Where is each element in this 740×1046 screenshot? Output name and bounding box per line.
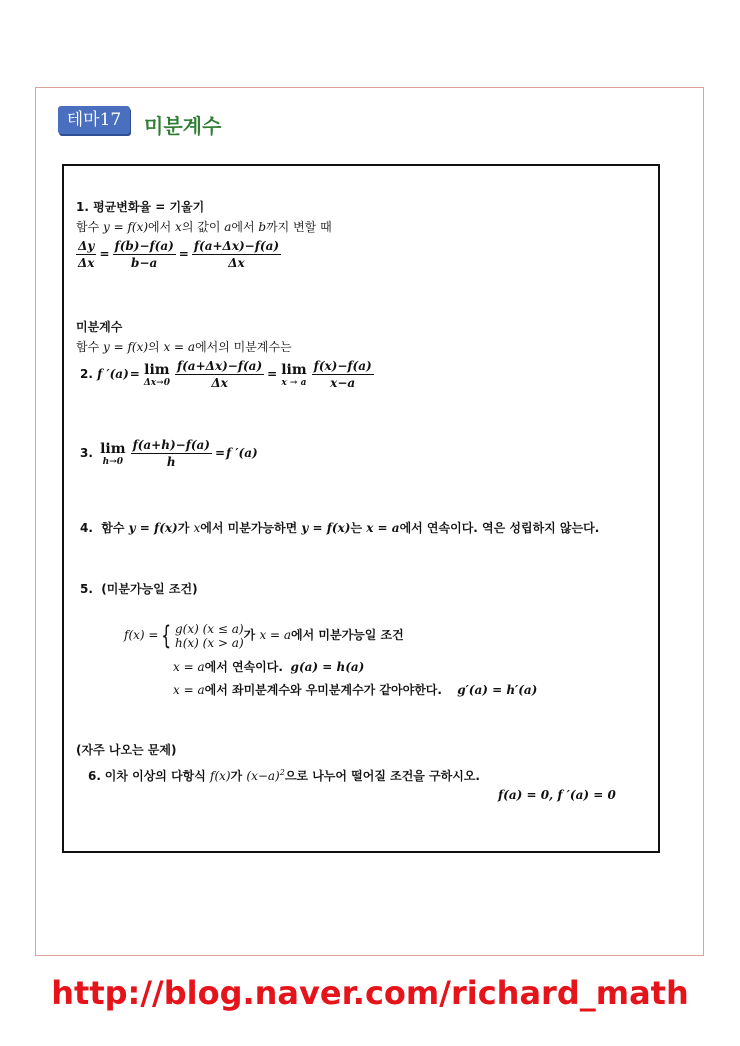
h-limit-formula: 3. lim h→0 $\frac{f(a+h)-f(a)}{h}$ =f ′(a) bbox=[80, 438, 258, 469]
continuity-condition: x = a에서 연속이다. g(a) = h(a) bbox=[173, 660, 365, 674]
sec6-question: 6. 이차 이상의 다항식 f(x)가 $(x-a)^2$으로 나누어 떨어질 조건을 구하시오. bbox=[88, 768, 480, 783]
derivative-match-condition: x = a에서 좌미분계수와 우미분계수가 같아야한다. g′(a) = h′(a) bbox=[173, 683, 538, 697]
derivative-definition-formula: 2. f ′(a)= lim Δx→0 $\frac{f(a+\Delta x)-f(a)}{\Delta x}$ = lim x → a $\frac{f(x)-f(a)}{x-a}$ bbox=[80, 359, 372, 390]
piecewise-condition: f(x) = { g(x) (x ≤ a) h(x) (x > a) 가 x = a에서 미분가능일 조건 bbox=[124, 620, 404, 651]
sec2-sentence: 함수 y = f(x)의 x = a에서의 미분계수는 bbox=[76, 340, 292, 354]
sec2-heading: 미분계수 bbox=[76, 320, 123, 334]
avg-rate-formula: $\frac{\Delta y}{\Delta x}$ = $\frac{f(b)-f(a)}{b-a}$ = $\frac{f(a+\Delta x)-f(a)}{\Delta x}$ bbox=[78, 239, 280, 270]
theme-title: 미분계수 bbox=[144, 114, 222, 138]
blog-url: http://blog.naver.com/richard_math bbox=[51, 974, 689, 1012]
sec6-answer: f(a) = 0, f ′(a) = 0 bbox=[498, 788, 616, 802]
theme-badge: 테마17 bbox=[58, 106, 130, 134]
sec1-sentence: 함수 y = f(x)에서 x의 값이 a에서 b까지 변할 때 bbox=[76, 220, 332, 234]
sec4-statement: 4. 함수 y = f(x)가 x에서 미분가능하면 y = f(x)는 x = a에서 연속이다. 역은 성립하지 않는다. bbox=[80, 521, 600, 535]
sec6-heading: (자주 나오는 문제) bbox=[76, 743, 177, 757]
sec1-heading: 1. 평균변화율 = 기울기 bbox=[76, 200, 205, 214]
sec5-heading: 5. (미분가능일 조건) bbox=[80, 582, 198, 596]
